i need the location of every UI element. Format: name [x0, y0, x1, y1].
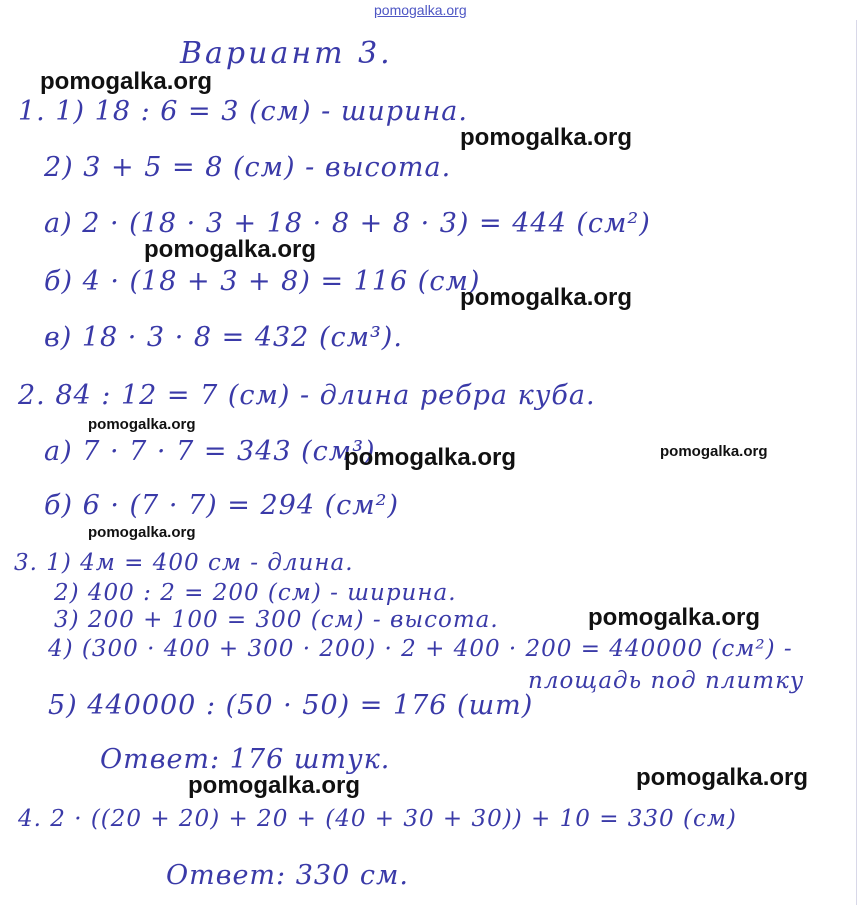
watermark: pomogalka.org [144, 236, 317, 263]
task1-line-b: б) 4 · (18 + 3 + 8) = 116 (см) [44, 266, 481, 297]
watermark: pomogalka.org [636, 764, 809, 791]
watermark: pomogalka.org [588, 604, 761, 631]
task3-line5: 5) 440000 : (50 · 50) = 176 (шт) [48, 690, 534, 721]
watermark: pomogalka.org [344, 444, 517, 471]
watermark: pomogalka.org [660, 443, 768, 460]
task4-line1: 4. 2 · ((20 + 20) + 20 + (40 + 30 + 30)) + 10 = 330 (см) [18, 806, 737, 832]
task1-line2: 2) 3 + 5 = 8 (см) - высота. [44, 152, 452, 183]
watermark: pomogalka.org [460, 284, 633, 311]
task2-line1: 2. 84 : 12 = 7 (см) - длина ребра куба. [18, 380, 596, 411]
task1-line-a: а) 2 · (18 · 3 + 18 · 8 + 8 · 3) = 444 (см²) [44, 208, 651, 239]
task1-line-v: в) 18 · 3 · 8 = 432 (см³). [44, 322, 403, 353]
task3-line2: 2) 400 : 2 = 200 (см) - ширина. [54, 580, 457, 606]
watermark: pomogalka.org [88, 416, 196, 433]
site-link[interactable]: pomogalka.org [374, 2, 467, 18]
task1-line1: 1. 1) 18 : 6 = 3 (см) - ширина. [18, 96, 468, 127]
task3-line4: 4) (300 · 400 + 300 · 200) · 2 + 400 · 200 = 440000 (см²) - [48, 636, 793, 662]
task3-line4-cont: площадь под плитку [528, 668, 805, 694]
watermark: pomogalka.org [40, 68, 213, 95]
watermark: pomogalka.org [188, 772, 361, 799]
watermark: pomogalka.org [88, 524, 196, 541]
task3-line1: 3. 1) 4м = 400 см - длина. [14, 550, 354, 576]
variant-title: Вариант 3. [180, 36, 393, 71]
task4-answer: Ответ: 330 см. [166, 860, 409, 891]
task2-line-b: б) 6 · (7 · 7) = 294 (см²) [44, 490, 399, 521]
task3-line3: 3) 200 + 100 = 300 (см) - высота. [54, 607, 499, 633]
task2-line-a: а) 7 · 7 · 7 = 343 (см³) [44, 436, 376, 467]
watermark: pomogalka.org [460, 124, 633, 151]
margin-line [856, 20, 857, 905]
task3-answer: Ответ: 176 штук. [100, 744, 391, 775]
